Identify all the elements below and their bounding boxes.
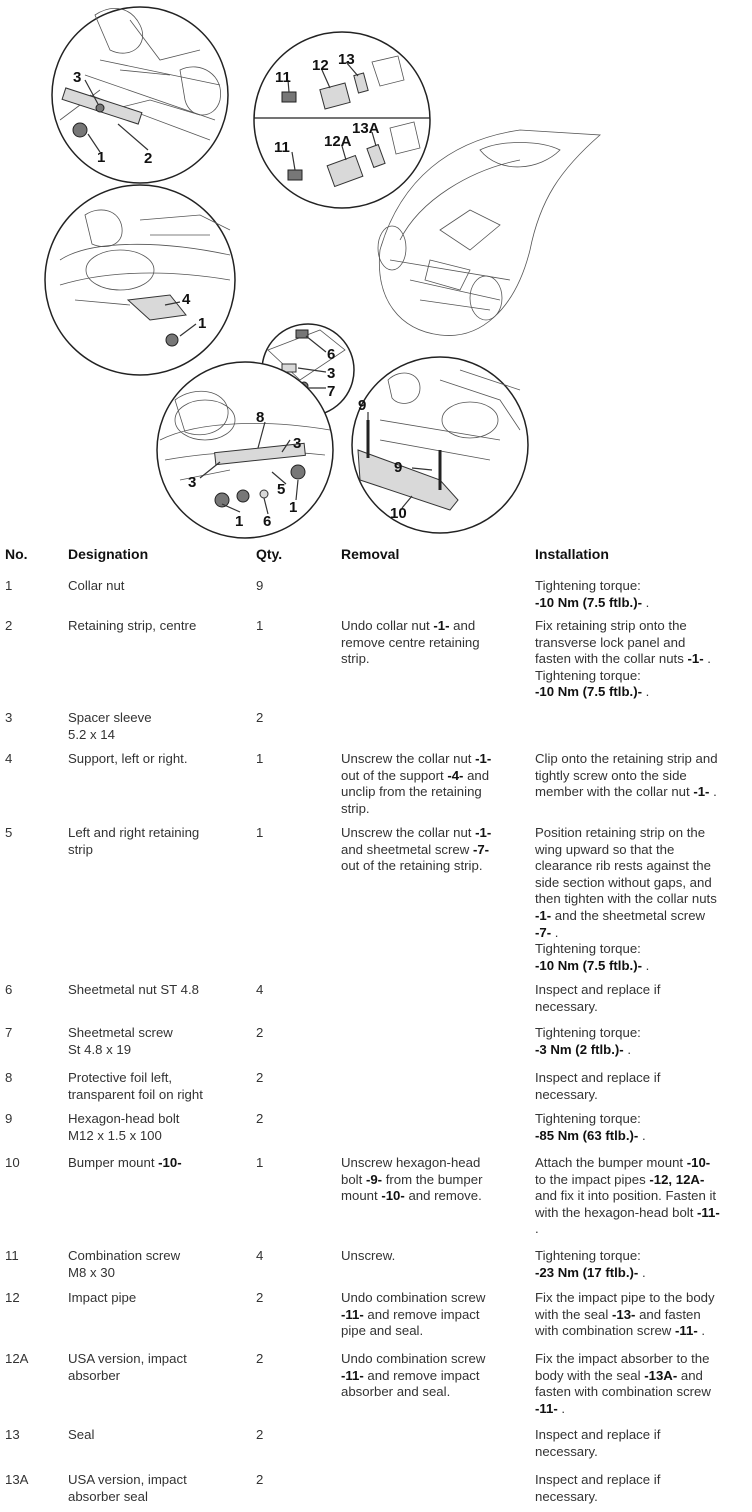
table-row [0,1290,752,1351]
detail-impact-pipe [254,32,430,208]
table-row [0,982,752,1025]
callout-11-lower: 11 [274,139,290,156]
table-row [0,618,752,710]
cell-no: 11 [5,1248,19,1263]
header-removal: Removal [341,546,400,562]
cell-designation: Combination screw M8 x 30 [68,1248,181,1280]
bold-reference: -12, 12A- [649,1171,705,1187]
callout-9-upper: 9 [358,397,367,414]
cell-no: 12A [5,1351,29,1366]
bold-reference: -1- [687,651,704,667]
cell-designation: Sheetmetal screw St 4.8 x 19 [68,1025,173,1057]
cell-no: 12 [5,1290,20,1305]
cell-qty: 2 [256,1427,264,1442]
cell-no: 10 [5,1155,20,1170]
bold-reference: -1- [693,784,710,800]
cell-designation: Bumper mount -10- [68,1155,182,1170]
cell-no: 4 [5,751,13,766]
cell-no: 13 [5,1427,20,1442]
cell-no: 13A [5,1472,29,1487]
cell-installation: Tightening torque: -85 Nm (63 ftlb.)- . [535,1111,646,1143]
table-row [0,1070,752,1111]
bold-reference: -11- [341,1367,364,1383]
table-row [0,1025,752,1070]
cell-installation: Inspect and replace if necessary. [535,1472,661,1504]
cell-qty: 1 [256,825,264,840]
cell-no: 3 [5,710,13,725]
cell-installation: Position retaining strip on the wing upward so that the clearance rib rests against the side section without gaps, and then tighten with the collar nuts -1- and the sheetmetal screw -7- . Tightening torque: -10 Nm (7.5 ftlb.)- . [535,825,717,973]
cell-removal: Undo collar nut -1- and remove centre retaining strip. [341,618,480,667]
callout-5: 5 [277,481,286,498]
cell-installation: Tightening torque: -3 Nm (2 ftlb.)- . [535,1025,641,1057]
cell-removal: Undo combination screw -11- and remove impact pipe and seal. [341,1290,486,1339]
header-installation: Installation [535,546,609,562]
cell-designation: Impact pipe [68,1290,137,1305]
header-no: No. [5,546,28,562]
bold-reference: -1- [475,751,492,766]
table-row [0,578,752,618]
header-designation: Designation [68,546,149,562]
callout-9-lower: 9 [394,459,403,476]
table-row [0,1111,752,1155]
callout-3-bl-right: 3 [293,435,302,452]
bold-reference: -10 Nm (7.5 ftlb.)- [535,957,642,973]
callout-4: 4 [182,291,191,308]
callout-2: 2 [144,150,153,167]
cell-qty: 2 [256,1351,264,1366]
cell-qty: 9 [256,578,264,593]
detail-support [45,185,235,375]
cell-installation: Inspect and replace if necessary. [535,1427,661,1459]
cell-no: 5 [5,825,13,840]
cell-installation: Fix the impact absorber to the body with the seal -13A- and fasten with combination screw -11- . [535,1351,711,1416]
callout-11-upper: 11 [275,69,291,86]
cell-qty: 1 [256,751,264,766]
bold-reference: -7- [535,924,552,940]
cell-removal: Undo combination screw -11- and remove impact absorber and seal. [341,1351,486,1400]
cell-qty: 4 [256,1248,264,1263]
callout-13A: 13A [352,120,380,137]
cell-installation: Tightening torque: -10 Nm (7.5 ftlb.)- . [535,578,650,610]
bold-reference: -1- [433,618,450,633]
bold-reference: -85 Nm (63 ftlb.)- [535,1127,639,1143]
table-row [0,1427,752,1472]
cell-installation: Tightening torque: -23 Nm (17 ftlb.)- . [535,1248,646,1280]
cell-qty: 2 [256,1070,264,1085]
cell-designation: Collar nut [68,578,125,593]
table-header [0,540,752,578]
bold-reference: -11- [535,1400,558,1416]
cell-designation: Retaining strip, centre [68,618,197,633]
callout-1-bl-right: 1 [289,499,298,516]
cell-designation: Left and right retaining strip [68,825,200,857]
cell-designation: USA version, impact absorber [68,1351,187,1383]
bold-reference: -10 Nm (7.5 ftlb.)- [535,684,642,700]
bold-reference: -9- [365,1171,383,1187]
callout-1: 1 [97,149,106,166]
bold-reference: -7- [472,841,490,857]
cell-qty: 2 [256,1111,264,1126]
bold-reference: -11- [341,1306,364,1322]
bold-reference: -4- [447,767,464,783]
bold-reference: -3 Nm (2 ftlb.)- [535,1041,624,1057]
table-row [0,751,752,825]
bold-reference: -10- [381,1188,405,1204]
cell-qty: 2 [256,710,264,725]
cell-qty: 4 [256,982,264,997]
cell-installation: Attach the bumper mount -10- to the impact pipes -12, 12A- and fix it into position. Fasten it with the hexagon-head bolt -11- . [535,1155,720,1237]
cell-no: 9 [5,1111,13,1126]
cell-qty: 2 [256,1290,264,1305]
callout-10: 10 [390,505,407,522]
cell-no: 1 [5,578,13,593]
header-qty: Qty. [256,546,283,562]
bold-reference: -10- [158,1155,182,1170]
table-row [0,1155,752,1248]
cell-designation: Seal [68,1427,95,1442]
bold-reference: -10- [686,1155,711,1170]
table-row [0,1351,752,1427]
bold-reference: -1- [535,907,552,923]
callout-8: 8 [256,409,265,426]
callout-1-support: 1 [198,315,207,332]
cell-no: 2 [5,618,13,633]
cell-no: 8 [5,1070,13,1085]
detail-centre-strip [52,7,228,183]
callout-3-bl-left: 3 [188,474,197,491]
cell-installation: Fix the impact pipe to the body with the seal -13- and fasten with combination screw -11- . [535,1290,715,1339]
cell-installation: Clip onto the retaining strip and tightly screw onto the side member with the collar nut -1- . [535,751,718,800]
cell-qty: 1 [256,618,264,633]
cell-installation: Inspect and replace if necessary. [535,1070,661,1102]
cell-removal: Unscrew hexagon-head bolt -9- from the bumper mount -10- and remove. [341,1155,483,1204]
callout-3: 3 [73,69,82,86]
cell-removal: Unscrew the collar nut -1- and sheetmetal screw -7- out of the retaining strip. [341,825,492,874]
cell-qty: 1 [256,1155,264,1170]
table-row [0,1248,752,1290]
callout-1-bl-left: 1 [235,513,244,530]
bold-reference: -23 Nm (17 ftlb.)- [535,1264,639,1280]
cell-no: 7 [5,1025,13,1040]
table-row [0,710,752,751]
cell-installation: Fix retaining strip onto the transverse lock panel and fasten with the collar nuts -1- . Tightening torque: -10 Nm (7.5 ftlb.)- . [535,618,711,700]
bold-reference: -13A- [644,1367,678,1383]
bold-reference: -11- [675,1323,698,1339]
cell-qty: 2 [256,1472,264,1487]
bold-reference: -13- [611,1306,636,1322]
exploded-view-diagram [0,0,752,540]
collar-nut-shape [73,123,87,137]
callout-12A: 12A [324,133,352,150]
cell-qty: 2 [256,1025,264,1040]
bold-reference: -1- [475,825,492,840]
cell-installation: Inspect and replace if necessary. [535,982,661,1014]
parts-table [0,540,752,1512]
bold-reference: -11- [697,1204,720,1220]
callout-7-inset: 7 [327,383,336,400]
cell-removal: Unscrew the collar nut -1- out of the support -4- and unclip from the retaining strip. [341,751,492,816]
cell-designation: Sheetmetal nut ST 4.8 [68,982,199,997]
cell-designation: Hexagon-head bolt M12 x 1.5 x 100 [68,1111,180,1143]
table-row [0,825,752,982]
detail-bumper-mount [352,357,528,533]
callout-13: 13 [338,51,355,68]
bold-reference: -10 Nm (7.5 ftlb.)- [535,594,642,610]
cell-designation: Support, left or right. [68,751,188,766]
cell-designation: Protective foil left, transparent foil on right [68,1070,203,1102]
cell-no: 6 [5,982,13,997]
table-row [0,1472,752,1512]
callout-3-inset: 3 [327,365,336,382]
cell-removal: Unscrew. [341,1248,396,1263]
callout-6-inset: 6 [327,346,336,363]
cell-designation: Spacer sleeve 5.2 x 14 [68,710,152,742]
callout-6-bl: 6 [263,513,272,530]
callout-12: 12 [312,57,329,74]
detail-side-strip [157,362,336,538]
cell-designation: USA version, impact absorber seal [68,1472,187,1504]
